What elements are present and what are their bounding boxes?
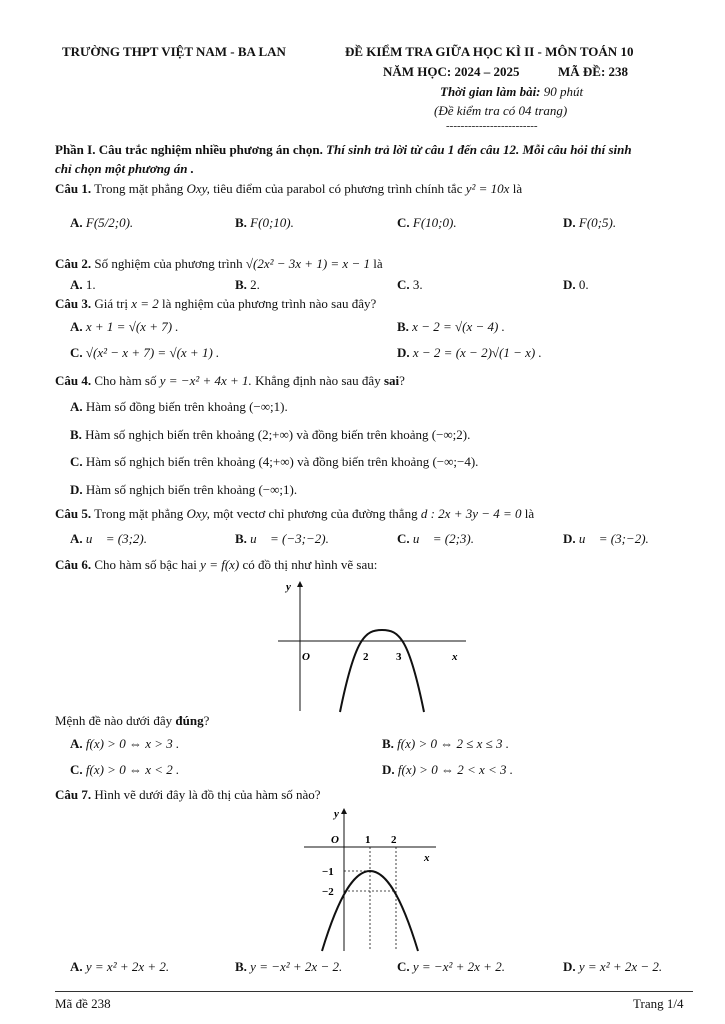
option-letter: D.	[563, 959, 576, 974]
option-letter: C.	[70, 454, 83, 469]
exam-title: ĐỀ KIỂM TRA GIỮA HỌC KÌ II - MÔN TOÁN 10	[345, 44, 634, 59]
q4-text-b: Khẳng định nào sau đây	[255, 373, 381, 388]
q3-option-a[interactable]	[70, 319, 179, 335]
time-line	[440, 84, 583, 100]
q7-tick-y2: −2	[322, 886, 334, 898]
footer-page-number: Trang 1/4	[633, 996, 684, 1011]
q7-tick-y1: −1	[322, 866, 334, 878]
option-value: 2.	[250, 277, 260, 292]
header-divider: -------------------------	[446, 120, 538, 132]
q6-option-d[interactable]	[382, 762, 513, 778]
q6-label: Câu 6.	[55, 557, 92, 572]
q6-text-b: có đồ thị như hình vẽ sau:	[242, 557, 378, 572]
option-letter: B.	[382, 736, 394, 751]
option-value: F(5/2;0).	[85, 215, 134, 230]
q2-option-c[interactable]	[397, 277, 423, 293]
option-value: x + 1 = √(x + 7) .	[85, 319, 179, 334]
q7-option-a[interactable]	[70, 959, 169, 975]
q4-stem	[55, 373, 405, 389]
q2-label: Câu 2.	[55, 256, 92, 271]
q5-option-a[interactable]	[70, 531, 147, 547]
q7-stem	[55, 787, 321, 803]
option-value: f(x) > 0 ⇔ 2 < x < 3 .	[397, 762, 514, 777]
q6-parabola-curve	[340, 630, 424, 712]
option-letter: C.	[70, 762, 83, 777]
q1-option-d[interactable]	[563, 215, 616, 231]
q6-origin-label: O	[302, 651, 310, 663]
q1-stem	[55, 181, 522, 197]
option-letter: C.	[397, 277, 410, 292]
option-value: 3.	[412, 277, 423, 292]
q2-option-b[interactable]	[235, 277, 260, 293]
part1-instr: Thí sinh trả lời từ câu 1 đến câu 12. Mỗi câu hỏi thí sinh	[326, 142, 632, 157]
option-value: x − 2 = √(x − 4) .	[412, 319, 505, 334]
q5-option-d[interactable]	[563, 531, 649, 547]
option-value: F(10;0).	[412, 215, 457, 230]
time-value: 90 phút	[543, 84, 584, 99]
q5-option-b[interactable]	[235, 531, 329, 547]
option-value: f(x) > 0 ⇔ x < 2 .	[85, 762, 180, 777]
q2-option-d[interactable]	[563, 277, 589, 293]
option-value: y = x² + 2x + 2.	[85, 959, 170, 974]
school-year: NĂM HỌC: 2024 – 2025	[383, 64, 520, 79]
q1-option-b[interactable]	[235, 215, 294, 231]
q6-y-label: y	[286, 581, 291, 593]
option-letter: D.	[382, 762, 395, 777]
q4-option-d[interactable]	[70, 482, 297, 498]
q7-label: Câu 7.	[55, 787, 92, 802]
q6-stem	[55, 557, 377, 573]
q6-option-b[interactable]	[382, 736, 509, 752]
q3-stem	[55, 296, 376, 312]
q6-x-label: x	[452, 651, 458, 663]
option-letter: C.	[397, 215, 410, 230]
option-letter: B.	[70, 427, 82, 442]
option-letter: B.	[397, 319, 409, 334]
part1-line1	[55, 142, 632, 158]
q5-oxy: Oxy,	[186, 506, 210, 521]
option-value: y = −x² + 2x − 2.	[250, 959, 343, 974]
q4-emph: sai	[383, 373, 400, 388]
option-value: Hàm số nghịch biến trên khoảng (4;+∞) và đồng biến trên khoảng (−∞;−4).	[85, 454, 479, 469]
option-letter: B.	[235, 531, 247, 546]
q3-label: Câu 3.	[55, 296, 92, 311]
q7-parabola-graph	[300, 805, 440, 953]
option-letter: D.	[563, 215, 576, 230]
q6-prompt-emph: đúng	[175, 713, 204, 728]
q5-text-a: Trong mặt phẳng	[94, 506, 184, 521]
option-letter: D.	[70, 482, 83, 497]
q4-label: Câu 4.	[55, 373, 92, 388]
option-letter: C.	[397, 531, 410, 546]
q1-text-c: là	[512, 181, 523, 196]
q1-option-c[interactable]	[397, 215, 457, 231]
footer-exam-code: Mã đề 238	[55, 996, 111, 1011]
q5-label: Câu 5.	[55, 506, 92, 521]
option-value: Hàm số đồng biến trên khoảng (−∞;1).	[85, 399, 288, 414]
q7-tick-x1: 1	[365, 834, 371, 846]
q4-option-a[interactable]	[70, 399, 288, 415]
option-letter: A.	[70, 531, 83, 546]
q1-oxy: Oxy,	[186, 181, 210, 196]
option-value: 0.	[578, 277, 589, 292]
q2-eq: √(2x² − 3x + 1) = x − 1	[245, 256, 370, 271]
q5-text-c: là	[524, 506, 535, 521]
option-value: 1.	[85, 277, 96, 292]
option-letter: A.	[70, 959, 83, 974]
option-letter: A.	[70, 277, 83, 292]
q3-option-b[interactable]	[397, 319, 505, 335]
part1-instr-2: chỉ chọn một phương án .	[55, 161, 195, 176]
option-value: F(0;10).	[250, 215, 294, 230]
option-letter: A.	[70, 319, 83, 334]
q1-text-b: tiêu điểm của parabol có phương trình chính tắc	[213, 181, 463, 196]
option-letter: B.	[235, 215, 247, 230]
q6-tick-3: 3	[396, 651, 402, 663]
option-letter: C.	[70, 345, 83, 360]
q6-prompt-a: Mệnh đề nào dưới đây	[55, 713, 173, 728]
q6-option-c[interactable]	[70, 762, 179, 778]
q2-text-b: là	[373, 256, 383, 271]
q3-option-c[interactable]	[70, 345, 219, 361]
q6-prompt	[55, 713, 209, 729]
q5-text-b: một vectơ chỉ phương của đường thẳng	[213, 506, 418, 521]
time-label: Thời gian làm bài:	[440, 84, 541, 99]
q2-text-a: Số nghiệm của phương trình	[94, 256, 243, 271]
pages-note: (Đề kiểm tra có 04 trang)	[434, 103, 568, 118]
q4-option-b[interactable]	[70, 427, 470, 443]
q1-text-a: Trong mặt phẳng	[94, 181, 184, 196]
q1-eq: y² = 10x	[465, 181, 510, 196]
option-value: Hàm số nghịch biến trên khoảng (2;+∞) và đồng biến trên khoảng (−∞;2).	[85, 427, 471, 442]
q6-prompt-b: ?	[203, 713, 210, 728]
q5-eq: d : 2x + 3y − 4 = 0	[420, 506, 522, 521]
option-value: x − 2 = (x − 2)√(1 − x) .	[412, 345, 542, 360]
q7-x-label: x	[424, 852, 430, 864]
option-value: √(x² − x + 7) = √(x + 1) .	[85, 345, 220, 360]
school-name: TRƯỜNG THPT VIỆT NAM - BA LAN	[62, 44, 286, 59]
q7-option-d[interactable]	[563, 959, 662, 975]
q4-text-c: ?	[399, 373, 405, 388]
q7-option-c[interactable]	[397, 959, 505, 975]
option-letter: B.	[235, 277, 247, 292]
q4-eq: y = −x² + 4x + 1.	[159, 373, 252, 388]
q3-text-b: là nghiệm của phương trình nào sau đây?	[162, 296, 377, 311]
option-letter: D.	[397, 345, 410, 360]
q4-option-c[interactable]	[70, 454, 478, 470]
q7-option-b[interactable]	[235, 959, 342, 975]
option-letter: A.	[70, 399, 83, 414]
option-letter: A.	[70, 736, 83, 751]
q1-option-a[interactable]	[70, 215, 133, 231]
q7-tick-x2: 2	[391, 834, 397, 846]
q7-origin-label: O	[331, 834, 339, 846]
part1-title: Phần I. Câu trắc nghiệm nhiều phương án chọn.	[55, 142, 323, 157]
option-letter: C.	[397, 959, 410, 974]
q6-text-a: Cho hàm số bậc hai	[94, 557, 197, 572]
option-letter: D.	[563, 277, 576, 292]
q1-label: Câu 1.	[55, 181, 92, 196]
option-value: y = −x² + 2x + 2.	[412, 959, 505, 974]
q7-y-label: y	[334, 808, 339, 820]
q3-eq: x = 2	[131, 296, 159, 311]
option-letter: D.	[563, 531, 576, 546]
q5-stem	[55, 506, 534, 522]
q6-eq: y = f(x)	[200, 557, 240, 572]
option-value: u⃗ = (3;−2).	[578, 531, 649, 546]
q2-option-a[interactable]	[70, 277, 96, 293]
q4-text-a: Cho hàm số	[94, 373, 157, 388]
option-letter: B.	[235, 959, 247, 974]
q6-parabola-graph	[270, 578, 470, 713]
option-value: u⃗ = (3;2).	[85, 531, 148, 546]
q3-option-d[interactable]	[397, 345, 542, 361]
option-value: f(x) > 0 ⇔ 2 ≤ x ≤ 3 .	[397, 736, 510, 751]
option-value: f(x) > 0 ⇔ x > 3 .	[85, 736, 180, 751]
option-value: u⃗ = (−3;−2).	[250, 531, 329, 546]
q7-text: Hình vẽ dưới đây là đồ thị của hàm số nào?	[94, 787, 321, 802]
option-value: Hàm số nghịch biến trên khoảng (−∞;1).	[85, 482, 298, 497]
footer-divider	[55, 991, 693, 992]
q3-text-a: Giá trị	[94, 296, 128, 311]
q2-stem	[55, 256, 383, 272]
q6-tick-2: 2	[363, 651, 369, 663]
option-value: y = x² + 2x − 2.	[578, 959, 663, 974]
option-letter: A.	[70, 215, 83, 230]
exam-code: MÃ ĐỀ: 238	[558, 64, 629, 79]
option-value: F(0;5).	[578, 215, 617, 230]
q5-option-c[interactable]	[397, 531, 474, 547]
option-value: u⃗ = (2;3).	[412, 531, 475, 546]
q6-option-a[interactable]	[70, 736, 179, 752]
